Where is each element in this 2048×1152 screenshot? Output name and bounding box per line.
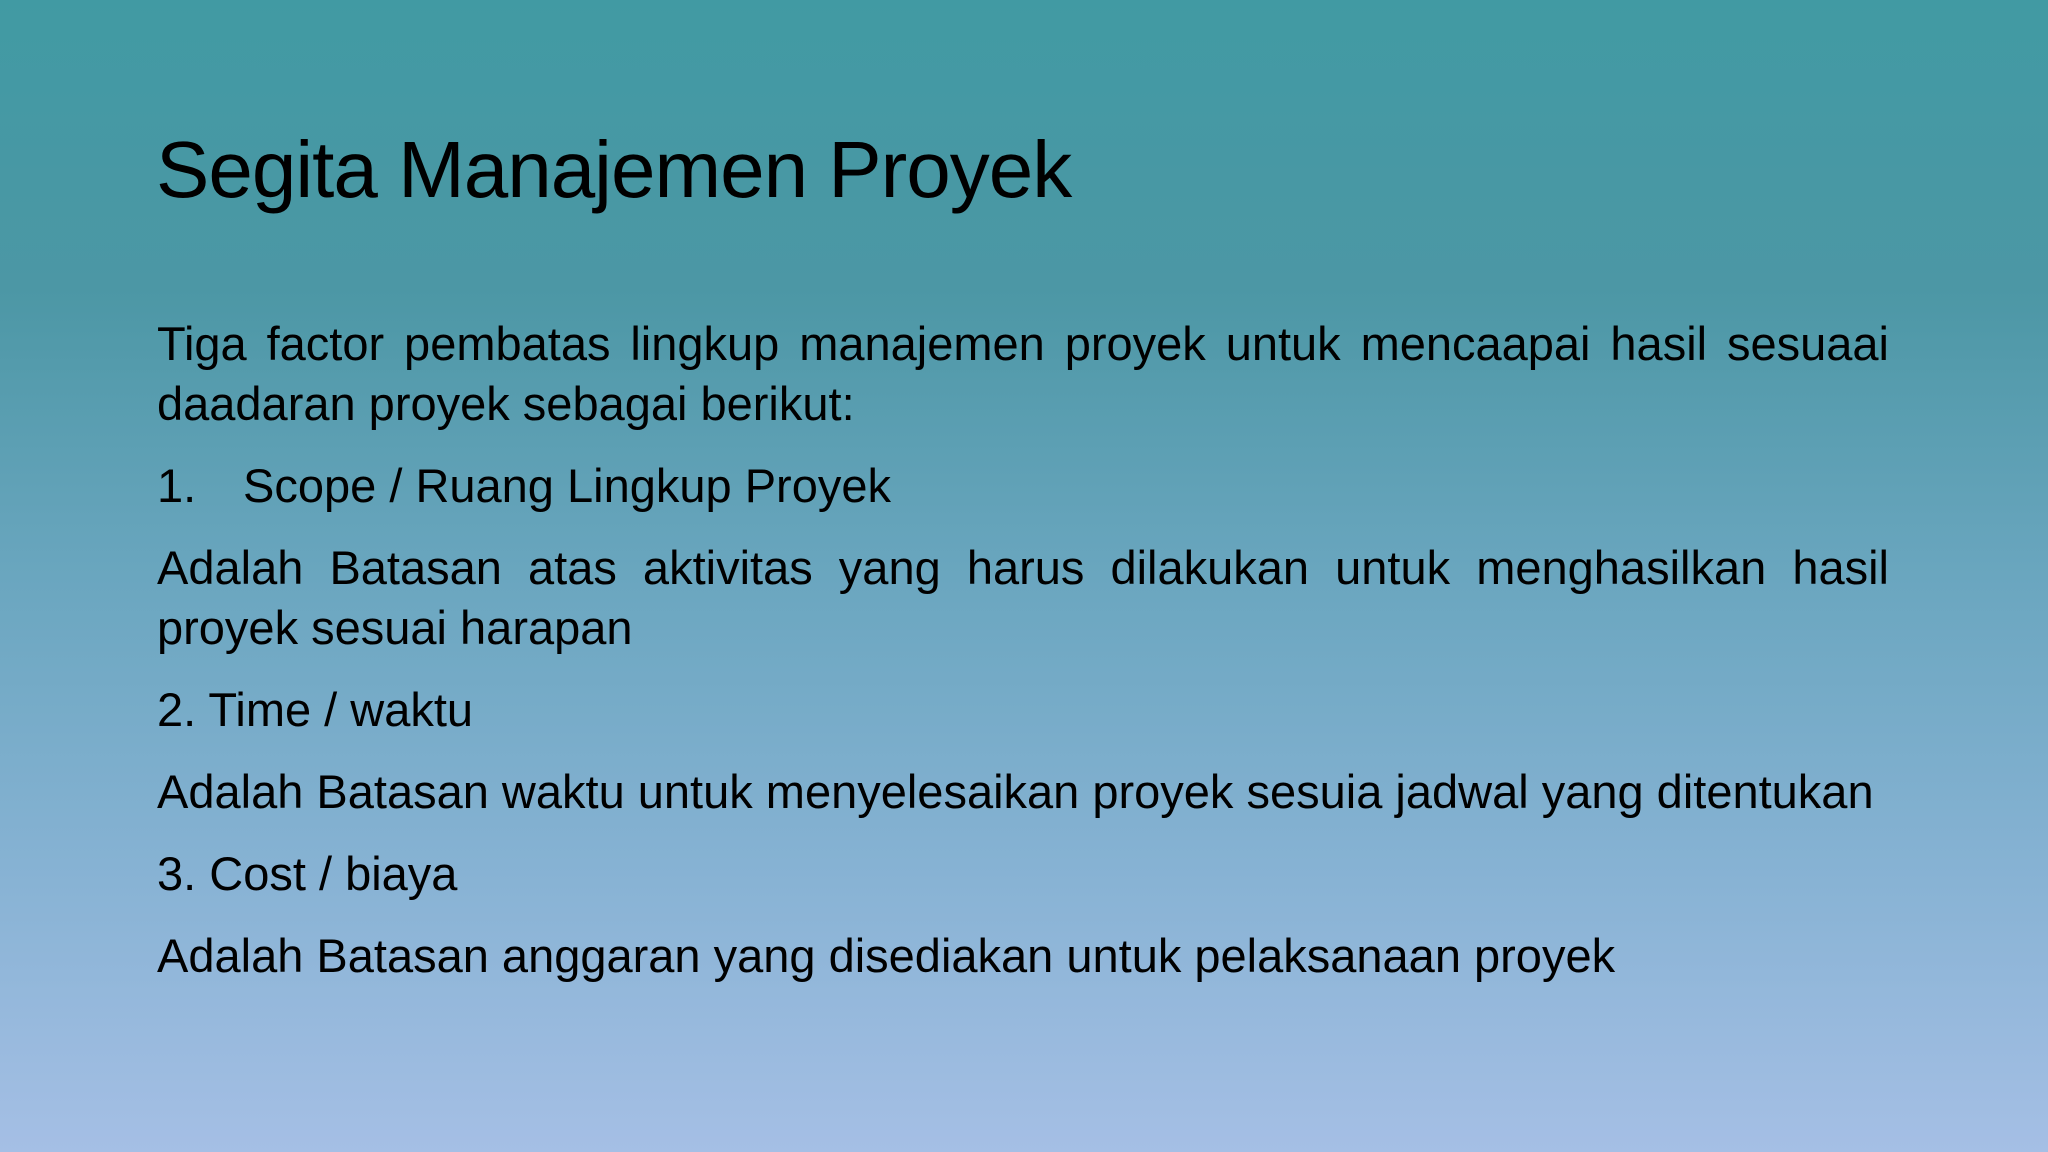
- time-description: Adalah Batasan waktu untuk menyelesaikan proyek sesuia jadwal yang ditentukan: [157, 765, 1874, 818]
- intro-paragraph: Tiga factor pembatas lingkup manajemen proyek untuk mencaapai hasil sesuaai daadaran proyek sebagai berikut:: [157, 317, 1889, 430]
- cost-heading: 3. Cost / biaya: [157, 847, 458, 900]
- slide-body: [157, 314, 1889, 986]
- list-item-scope: [157, 456, 1889, 516]
- time-heading: 2. Time / waktu: [157, 683, 474, 736]
- scope-description: Adalah Batasan atas aktivitas yang harus dilakukan untuk menghasilkan hasil proyek sesuai harapan: [157, 541, 1889, 654]
- cost-description: Adalah Batasan anggaran yang disediakan untuk pelaksanaan proyek: [157, 929, 1616, 982]
- slide-title: Segita Manajemen Proyek: [156, 125, 1072, 214]
- list-heading: Scope / Ruang Lingkup Proyek: [243, 459, 891, 512]
- list-number: 1.: [157, 459, 197, 512]
